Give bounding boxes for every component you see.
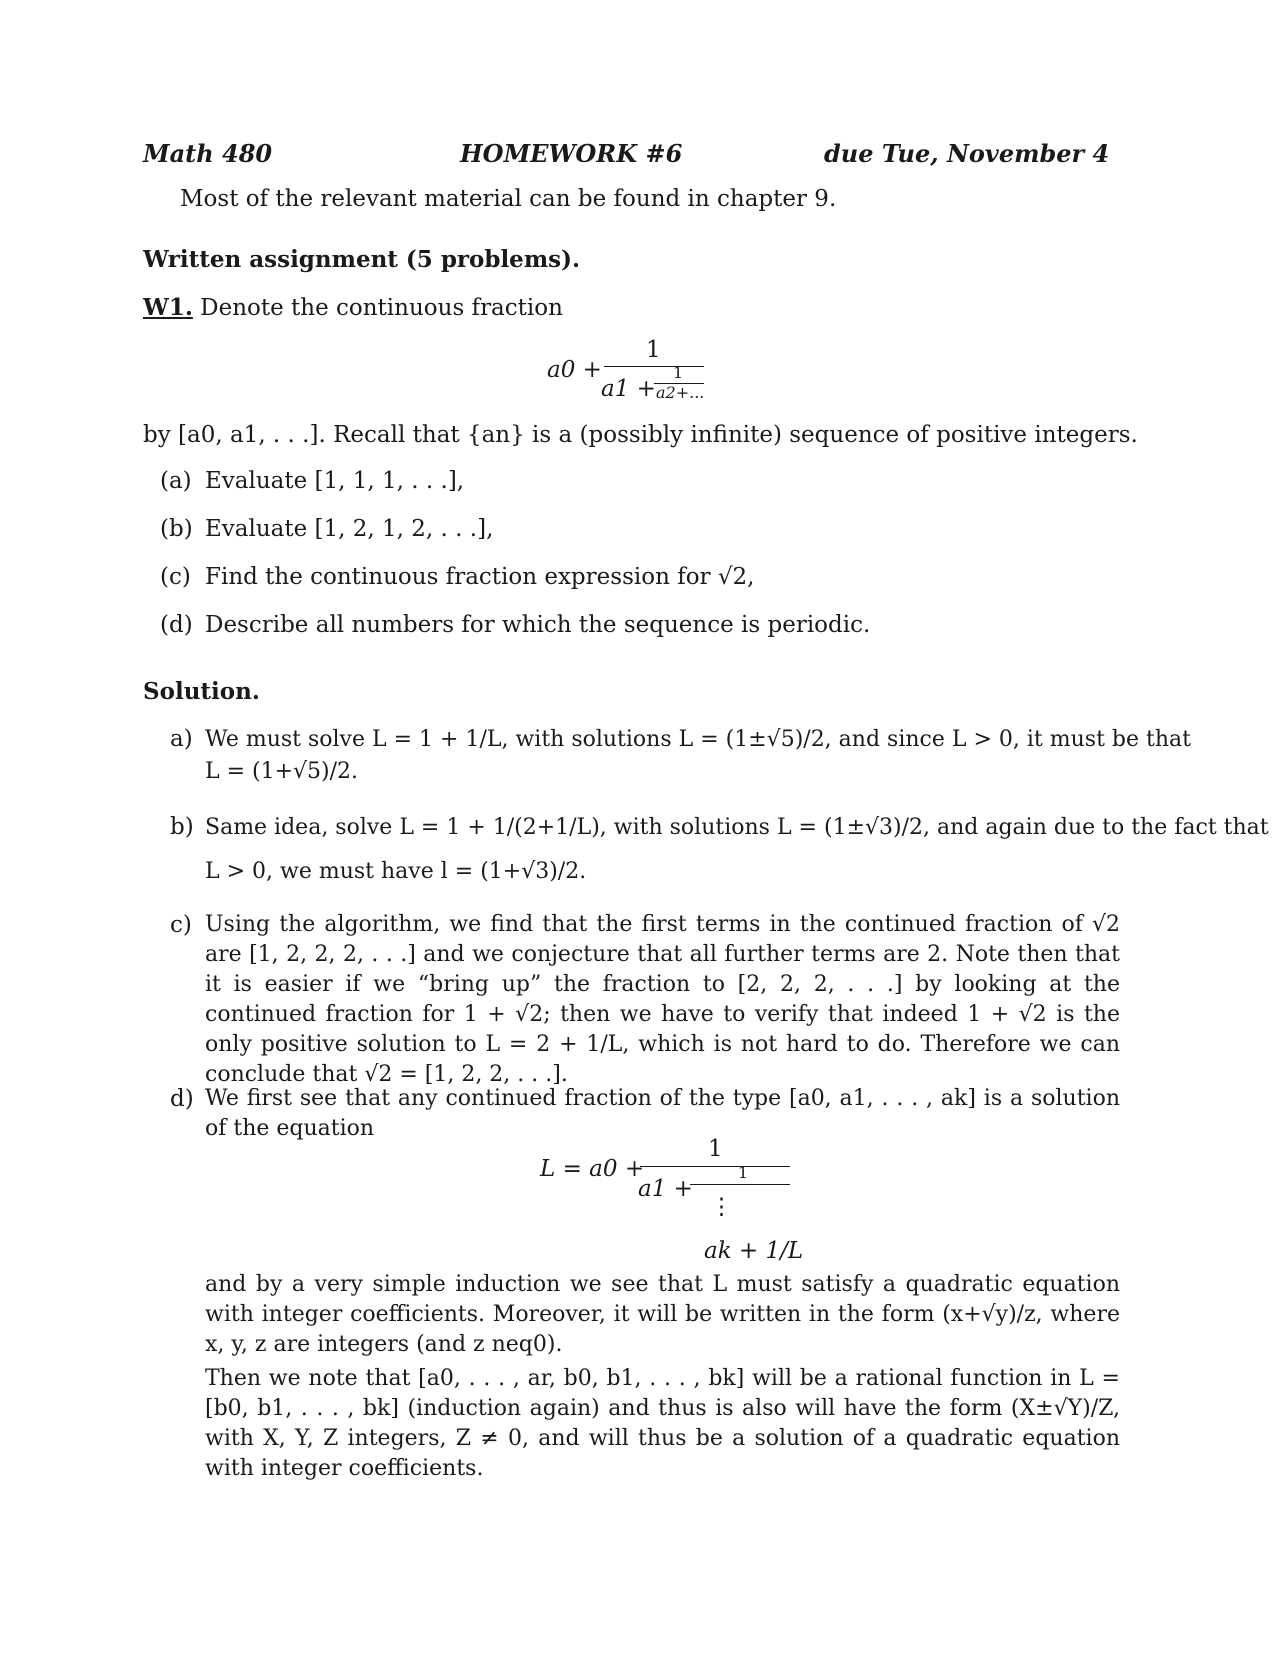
- solution-c-text: Using the algorithm, we find that the first terms in the continued fraction of √2 are [1, 2, 2, 2, . . .] and we conjecture that all further terms are 2. Note then that it is easier if we “bring up” the fraction to [2, 2, 2, . . .] by looking at the continued fraction for 1 + √2; then we have to verify that indeed 1 + √2 is the only positive solution to L = 2 + 1/L, which is not hard to do. Therefore we can conclude that √2 = [1, 2, 2, . . .].: [205, 912, 1120, 1087]
- solution-d-para1: and by a very simple induction we see that L must satisfy a quadratic equation with integer coefficients. Moreover, it will be written in the form (x+√y)/z, where x, y, z are integers (and z neq0).: [205, 1272, 1120, 1357]
- eq-bar-inner: [690, 1184, 790, 1185]
- eq-vdots: ⋮: [710, 1194, 733, 1220]
- due-date: due Tue, November 4: [824, 139, 1110, 168]
- solution-a-label: a): [170, 726, 193, 752]
- solution-d-intro: We first see that any continued fraction of the type [a0, a1, . . . , ak] is a solution of the equation: [205, 1086, 1120, 1141]
- course-name: Math 480: [143, 139, 273, 168]
- eq-bar-outer: [640, 1166, 790, 1167]
- solution-a-line2: L = (1+√5)/2.: [205, 759, 359, 784]
- w1-item-c-label: (c): [160, 564, 191, 590]
- w1-recall: by [a0, a1, . . .]. Recall that {an} is a (possibly infinite) sequence of positive integers.: [143, 422, 1138, 448]
- w1-item-b-text: Evaluate [1, 2, 1, 2, . . .],: [205, 516, 494, 542]
- homework-title: HOMEWORK #6: [460, 139, 683, 168]
- w1-label: W1.: [143, 294, 193, 321]
- cf-a0: a0 +: [547, 357, 602, 383]
- cf-inner-num: 1: [673, 363, 684, 382]
- solution-d-para2: Then we note that [a0, . . . , ar, b0, b1, . . . , bk] will be a rational function in L = [b0, b1, . . . , bk] (induction again) and thus is also will have the form (X±√Y)/Z, with X, Y, Z integers, Z ≠ 0, and will thus be a solution of a quadratic equation with integer coefficients.: [205, 1366, 1120, 1481]
- eq-inner-num: 1: [738, 1163, 749, 1182]
- cf-bar-outer: [604, 366, 704, 367]
- w1-item-d-text: Describe all numbers for which the sequence is periodic.: [205, 612, 871, 638]
- w1-item-a-text: Evaluate [1, 1, 1, . . .],: [205, 468, 465, 494]
- intro-text: Most of the relevant material can be found in chapter 9.: [180, 186, 837, 212]
- solution-b-label: b): [170, 814, 194, 840]
- eq-ak: ak + 1/L: [704, 1238, 804, 1264]
- eq-a1: a1 +: [638, 1176, 693, 1202]
- solution-heading: Solution.: [143, 678, 260, 705]
- w1-item-c-text: Find the continuous fraction expression for √2,: [205, 564, 755, 590]
- eq-lhs: L = a0 +: [540, 1156, 645, 1182]
- w1-item-b-label: (b): [160, 516, 193, 542]
- solution-b-line2: L > 0, we must have l = (1+√3)/2.: [205, 859, 587, 884]
- eq-one: 1: [708, 1136, 723, 1162]
- solution-a-line1: We must solve L = 1 + 1/L, with solutions L = (1±√5)/2, and since L > 0, it must be that: [205, 727, 1191, 752]
- w1-text: Denote the continuous fraction: [200, 295, 563, 321]
- solution-d-label: d): [170, 1086, 194, 1112]
- w1-item-d-label: (d): [160, 612, 193, 638]
- written-heading: Written assignment (5 problems).: [143, 246, 580, 273]
- solution-c-label: c): [170, 912, 192, 938]
- cf-a1: a1 +: [601, 376, 656, 402]
- cf-inner-den: a2+...: [656, 383, 705, 402]
- w1-item-a-label: (a): [160, 468, 192, 494]
- solution-b-line1: Same idea, solve L = 1 + 1/(2+1/L), with solutions L = (1±√3)/2, and again due to the fact that: [205, 815, 1269, 840]
- w1-statement: [143, 292, 563, 324]
- cf-one: 1: [646, 337, 661, 363]
